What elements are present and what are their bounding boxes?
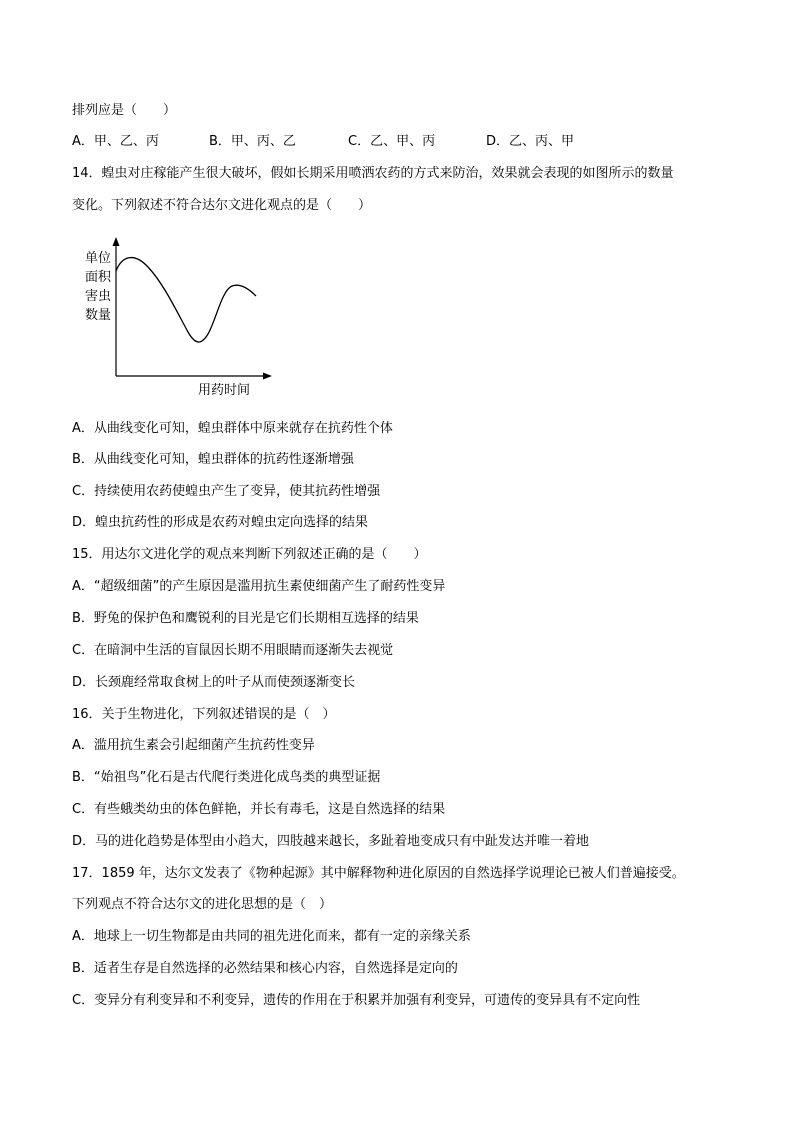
q17-option-b: B．适者生存是自然选择的必然结果和核心内容，自然选择是定向的 [72,961,458,976]
q13-options [72,133,632,151]
x-axis-arrow [263,373,272,380]
q15-option-c: C．在暗洞中生活的盲鼠因长期不用眼睛而逐渐失去视觉 [72,643,394,658]
q13-stem-tail: 排列应是（ ） [72,103,177,118]
q13-option-a: A．甲、乙、丙 [72,134,159,149]
x-axis-label: 用药时间 [198,383,251,398]
q14-option-a: A．从曲线变化可知，蝗虫群体中原来就存在抗药性个体 [72,421,393,436]
q17-stem-line2: 下列观点不符合达尔文的进化思想的是（ ） [72,897,333,912]
q16-option-d: D．马的进化趋势是体型由小趋大，四肢越来越长，多趾着地变成只有中趾发达并唯一着地 [72,834,590,849]
q15-stem: 15．用达尔文进化学的观点来判断下列叙述正确的是（ ） [72,547,427,562]
q16-option-c: C．有些蛾类幼虫的体色鲜艳，并长有毒毛，这是自然选择的结果 [72,802,446,817]
q17-stem-line1: 17．1859 年，达尔文发表了《物种起源》其中解释物种进化原因的自然选择学说理论已被人们普遍接受。 [72,866,685,881]
q17-option-c: C．变异分有利变异和不利变异，遗传的作用在于积累并加强有利变异，可遗传的变异具有不定向性 [72,993,641,1008]
y-axis-arrow [113,237,120,246]
y-label-line-1: 单位 [84,251,111,266]
y-label-line-2: 面积 [84,270,111,285]
q16-option-b: B．“始祖鸟”化石是古代爬行类进化成鸟类的典型证据 [72,770,381,785]
q13-option-d: D．乙、丙、甲 [486,134,575,149]
q14-option-c: C．持续使用农药使蝗虫产生了变异，使其抗药性增强 [72,484,381,499]
q14-stem-line1: 14．蝗虫对庄稼能产生很大破坏，假如长期采用喷洒农药的方式来防治，效果就会表现的如图所示的数量 [72,166,674,181]
y-label-line-4: 数量 [84,308,111,323]
q16-option-a: A．滥用抗生素会引起细菌产生抗药性变异 [72,738,315,753]
y-label-line-3: 害虫 [84,289,111,304]
q15-option-b: B．野兔的保护色和鹰锐利的目光是它们长期相互选择的结果 [72,611,419,626]
population-curve [116,258,256,342]
q15-option-a: A．“超级细菌”的产生原因是滥用抗生素使细菌产生了耐药性变异 [72,579,446,594]
q14-option-d: D．蝗虫抗药性的形成是农药对蝗虫定向选择的结果 [72,515,369,530]
q13-option-b: B．甲、丙、乙 [209,134,296,149]
q13-option-c: C．乙、甲、丙 [348,134,436,149]
q15-option-d: D．长颈鹿经常取食树上的叶子从而使颈逐渐变长 [72,675,356,690]
q14-stem-line2: 变化。下列叙述不符合达尔文进化观点的是（ ） [72,198,372,213]
pest-population-graph [72,234,282,404]
q17-option-a: A．地球上一切生物都是由共同的祖先进化而来，都有一定的亲缘关系 [72,929,471,944]
q14-option-b: B．从曲线变化可知，蝗虫群体的抗药性逐渐增强 [72,452,354,467]
q16-stem: 16．关于生物进化，下列叙述错误的是（ ） [72,707,336,722]
